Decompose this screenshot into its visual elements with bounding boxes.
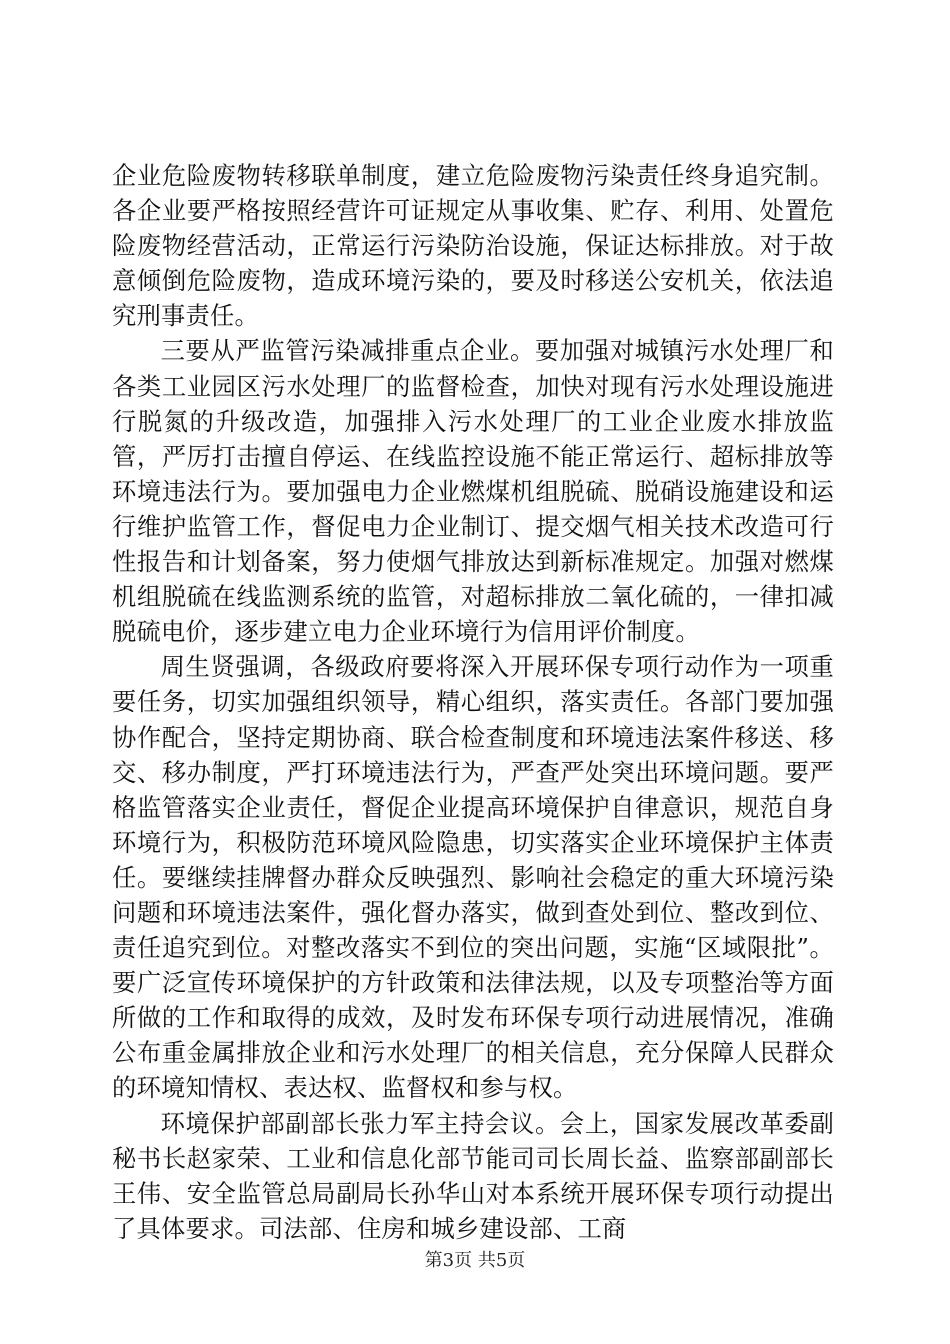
paragraph-pollution-reduction: 三要从严监管污染减排重点企业。要加强对城镇污水处理厂和各类工业园区污水处理厂的监督检查，加快对现有污水处理设施进行脱氮的升级改造，加强排入污水处理厂的工业企业废水排放监管，严厉打击擅自停运、在线监控设施不能正常运行、超标排放等环境违法行为。要加强电力企业燃煤机组脱硫、脱硝设施建设和运行维护监管工作，督促电力企业制订、提交烟气相关技术改造可行性报告和计划备案，努力使烟气排放达到新标准规定。加强对燃煤机组脱硫在线监测系统的监管，对超标排放二氧化硫的，一律扣减脱硫电价，逐步建立电力企业环境行为信用评价制度。 bbox=[112, 336, 834, 647]
page-number-footer: 第3页 共5页 bbox=[424, 1250, 526, 1271]
paragraph-meeting-chair: 环境保护部副部长张力军主持会议。会上，国家发展改革委副秘书长赵家荣、工业和信息化部节能司司长周长益、监察部副部长王伟、安全监管总局副局长孙华山对本系统开展环保专项行动提出了具体要求。司法部、住房和城乡建设部、工商 bbox=[112, 1108, 834, 1243]
paragraph-zhou-emphasis: 周生贤强调，各级政府要将深入开展环保专项行动作为一项重要任务，切实加强组织领导，精心组织，落实责任。各部门要加强协作配合，坚持定期协商、联合检查制度和环境违法案件移送、移交、移办制度，严打环境违法行为，严查严处突出环境问题。要严格监管落实企业责任，督促企业提高环境保护自律意识，规范自身环境行为，积极防范环境风险隐患，切实落实企业环境保护主体责任。要继续挂牌督办群众反映强烈、影响社会稳定的重大环境污染问题和环境违法案件，强化督办落实，做到查处到位、整改到位、责任追究到位。对整改落实不到位的突出问题，实施“区域限批”。要广泛宣传环境保护的方针政策和法律法规，以及专项整治等方面所做的工作和取得的成效，及时发布环保专项行动进展情况，准确公布重金属排放企业和污水处理厂的相关信息，充分保障人民群众的环境知情权、表达权、监督权和参与权。 bbox=[112, 652, 834, 1103]
paragraph-continuation: 企业危险废物转移联单制度，建立危险废物污染责任终身追究制。各企业要严格按照经营许可证规定从事收集、贮存、利用、处置危险废物经营活动，正常运行污染防治设施，保证达标排放。对于故意倾倒危险废物，造成环境污染的，要及时移送公安机关，依法追究刑事责任。 bbox=[112, 161, 834, 331]
document-body bbox=[112, 158, 834, 1246]
